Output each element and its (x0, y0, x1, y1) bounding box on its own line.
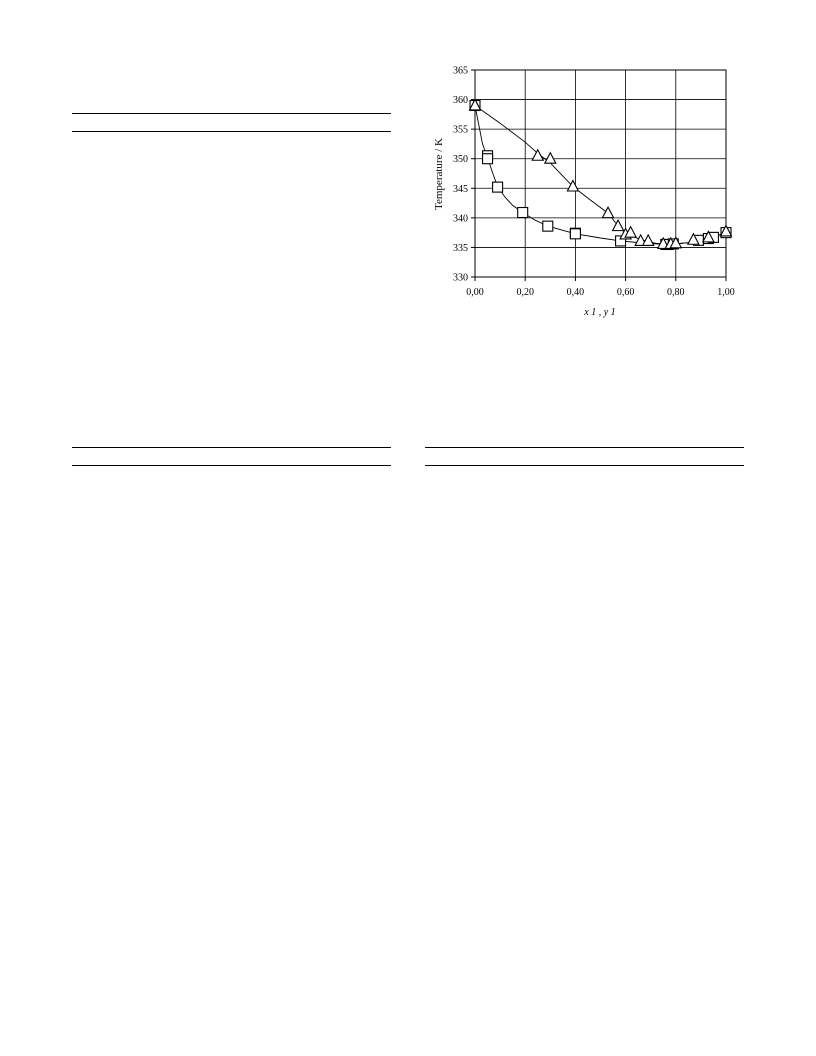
square-marker (493, 182, 503, 192)
y-tick-label: 330 (453, 272, 468, 284)
y-tick-label: 345 (453, 183, 468, 195)
y-tick-label: 335 (453, 242, 468, 254)
table-rule-3 (72, 447, 391, 448)
chart-markers (470, 99, 732, 249)
y-tick-label: 365 (453, 65, 468, 77)
y-axis-label: Temperature / K (433, 138, 445, 210)
x-tick-label: 1,00 (717, 287, 735, 298)
table-rule-1 (72, 113, 391, 114)
y-tick-label: 350 (453, 154, 468, 166)
table-rule-5 (425, 447, 744, 448)
table-rule-6 (425, 465, 744, 466)
vapor-curve (475, 106, 726, 245)
y-axis-ticks (453, 66, 475, 284)
square-marker (483, 154, 493, 164)
table-rule-2 (72, 131, 391, 132)
x-tick-label: 0,00 (466, 287, 484, 298)
x-axis-ticks (466, 277, 735, 298)
chart-grid (475, 70, 726, 277)
liquid-curve (475, 106, 726, 245)
triangle-marker (532, 150, 543, 161)
triangle-marker (545, 153, 556, 164)
temperature-composition-chart (425, 60, 745, 330)
x-axis-label: x 1 , y 1 (584, 307, 616, 318)
square-marker (570, 229, 580, 239)
table-rule-4 (72, 465, 391, 466)
square-marker (543, 221, 553, 231)
chart-curves (475, 106, 726, 245)
x-tick-label: 0,40 (566, 287, 585, 298)
x-tick-label: 0,80 (667, 287, 685, 298)
x-tick-label: 0,60 (616, 287, 635, 298)
triangle-marker (603, 207, 614, 218)
y-tick-label: 360 (453, 95, 468, 107)
y-tick-label: 340 (453, 213, 468, 225)
x-tick-label: 0,20 (516, 287, 534, 298)
plot-area-frame (475, 70, 726, 277)
y-tick-label: 355 (453, 124, 468, 136)
square-marker (518, 208, 528, 218)
